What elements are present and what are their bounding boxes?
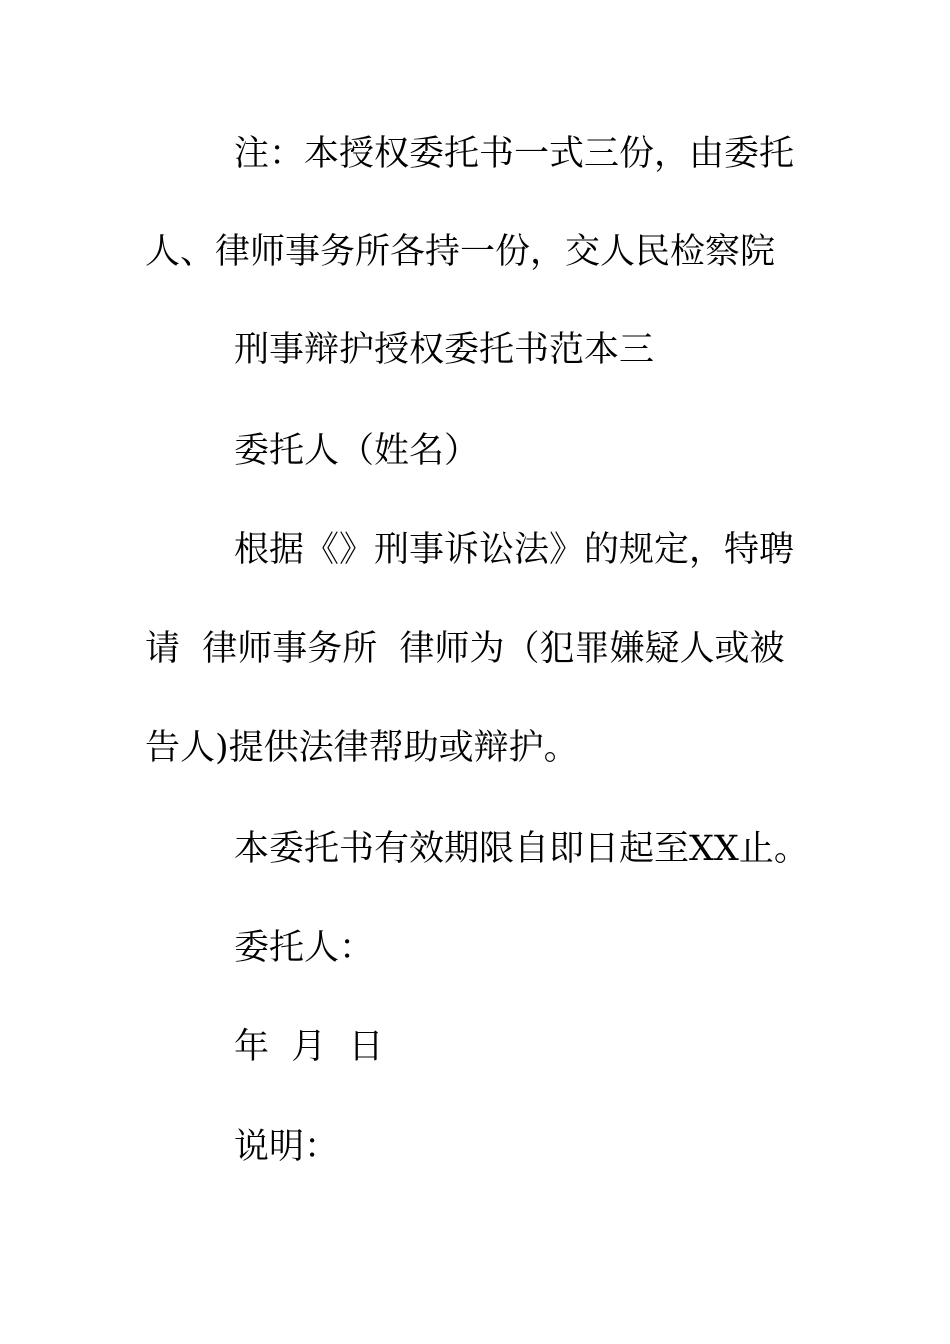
body-paragraph-line-2: 请 律师事务所 律师为（犯罪嫌疑人或被 bbox=[145, 629, 785, 669]
client-signature-line: 委托人： bbox=[234, 928, 375, 968]
note-line-2: 人、律师事务所各持一份，交人民检察院 bbox=[145, 232, 776, 272]
note-line-1: 注：本授权委托书一式三份，由委托 bbox=[234, 134, 795, 174]
document-title: 刑事辩护授权委托书范本三 bbox=[234, 330, 655, 370]
date-line: 年 月 日 bbox=[234, 1027, 384, 1067]
client-name-line: 委托人（姓名） bbox=[234, 431, 480, 471]
validity-period-line: 本委托书有效期限自即日起至XX止。 bbox=[234, 829, 809, 869]
body-paragraph-line-3: 告人)提供法律帮助或辩护。 bbox=[145, 728, 579, 768]
explanation-heading: 说明： bbox=[234, 1127, 340, 1167]
body-paragraph-line-1: 根据《》刑事诉讼法》的规定，特聘 bbox=[234, 530, 795, 570]
